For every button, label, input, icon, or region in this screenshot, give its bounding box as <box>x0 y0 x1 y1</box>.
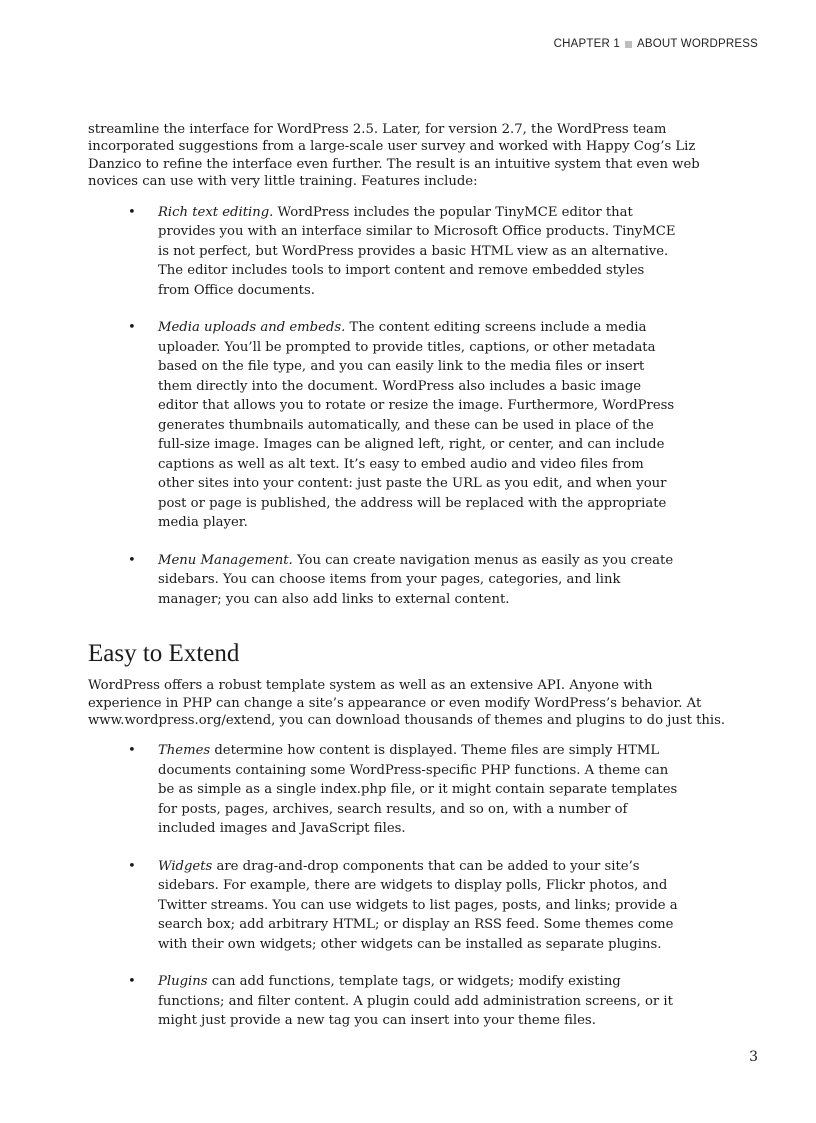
list-item <box>88 551 678 610</box>
list-item <box>88 857 678 955</box>
list-item <box>88 741 678 839</box>
item-text: are drag-and-drop components that can be added to your site’s sidebars. For example, there are widgets to display polls, Flickr photos, and Twitter streams. You can use widgets to list pages, posts, and links; provide a search box; add arbitrary HTML; or display an RSS feed. Some themes come with their own widgets; other widgets can be installed as separate plugins. <box>158 858 678 952</box>
list-item <box>88 972 678 1031</box>
extend-list <box>88 741 728 1031</box>
features-list <box>88 203 728 610</box>
bullet-icon: • <box>128 743 136 759</box>
running-header <box>554 38 758 50</box>
intro-paragraph: streamline the interface for WordPress 2.5. Later, for version 2.7, the WordPress team incorporated suggestions from a large-scale user survey and worked with Happy Cog’s Liz Danzico to refine the interface even further. The result is an intuitive system that even web novices can use with very little training. Features include: <box>88 122 700 190</box>
bullet-icon: • <box>128 974 136 990</box>
item-term: Media uploads and embeds. <box>158 320 346 336</box>
list-item <box>88 203 678 301</box>
item-text: WordPress includes the popular TinyMCE editor that provides you with an interface similar to Microsoft Office products. TinyMCE is not perfect, but WordPress provides a basic HTML view as an alternative. The editor includes tools to import content and remove embedded styles from Office documents. <box>158 204 676 298</box>
bullet-icon: • <box>128 552 136 568</box>
chapter-title: ABOUT WORDPRESS <box>637 38 758 50</box>
item-text: determine how content is displayed. Theme files are simply HTML documents containing some WordPress-specific PHP functions. A theme can be as simple as a single index.php file, or it might contain separate templates for posts, pages, archives, search results, and so on, with a number of included images and JavaScript files. <box>158 743 678 837</box>
page-content <box>88 121 728 1049</box>
item-term: Rich text editing. <box>158 204 274 220</box>
item-text: You can create navigation menus as easily as you create sidebars. You can choose items from your pages, categories, and link manager; you can also add links to external content. <box>158 552 674 607</box>
bullet-icon: • <box>128 858 136 874</box>
item-term: Menu Management. <box>158 552 293 568</box>
bullet-icon: • <box>128 204 136 220</box>
chapter-label: CHAPTER 1 <box>553 38 620 50</box>
bullet-icon: • <box>128 320 136 336</box>
page-number: 3 <box>749 1049 758 1065</box>
item-text: The content editing screens include a media uploader. You’ll be prompted to provide titles, captions, or other metadata based on the file type, and you can easily link to the media files or insert them directly into the document. WordPress also includes a basic image editor that allows you to rotate or resize the image. Furthermore, WordPress generates thumbnails automatically, and these can be used in place of the full-size image. Images can be aligned left, right, or center, and can include captions as well as alt text. It’s easy to embed audio and video files from other sites into your content: just paste the URL as you edit, and when your post or page is published, the address will be replaced with the appropriate media player. <box>158 320 675 531</box>
section-heading: Easy to Extend <box>88 640 240 668</box>
separator-square-icon <box>625 41 632 48</box>
section-intro-paragraph: WordPress offers a robust template system as well as an extensive API. Anyone with experience in PHP can change a site’s appearance or even modify WordPress’s behavior. At www.wordpress.org/extend, you can download thousands of themes and plugins to do just this. <box>88 678 726 728</box>
item-term: Themes <box>158 743 211 759</box>
item-term: Plugins <box>158 974 208 990</box>
item-text: can add functions, template tags, or widgets; modify existing functions; and filter content. A plugin could add administration screens, or it might just provide a new tag you can insert into your theme files. <box>158 974 673 1029</box>
list-item <box>88 318 678 533</box>
item-term: Widgets <box>158 858 213 874</box>
